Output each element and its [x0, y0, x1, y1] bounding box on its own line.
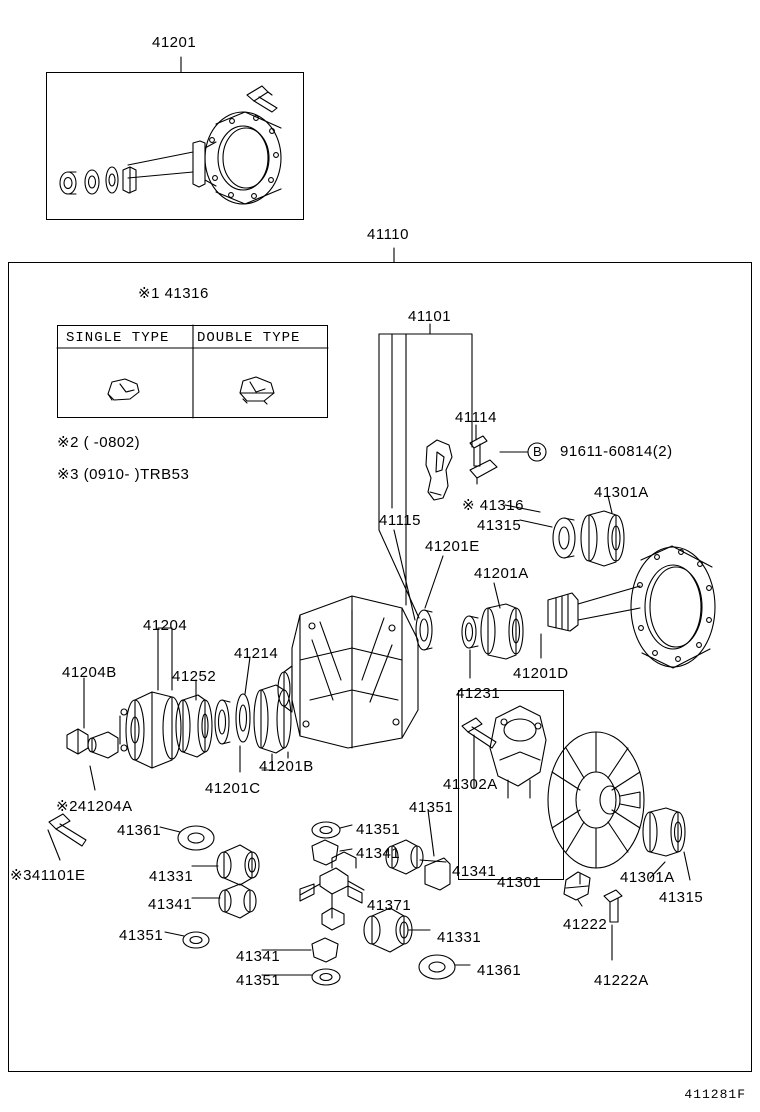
- part-label-41101: 41101: [408, 308, 452, 325]
- part-label-41201A: 41201A: [474, 565, 529, 582]
- part-label-41204: 41204: [143, 617, 188, 634]
- part-label-41371: 41371: [367, 897, 412, 914]
- bolt-callout-text: 91611-60814(2): [560, 443, 673, 460]
- footer-diagram-code: 411281F: [684, 1087, 746, 1102]
- part-label-41316: ※ 41316: [462, 497, 524, 514]
- note-2: ※3 (0910- )TRB53: [57, 466, 190, 483]
- part-label-41201E: 41201E: [425, 538, 480, 555]
- type-table-col2-header: DOUBLE TYPE: [197, 330, 301, 346]
- type-table-col1-header: SINGLE TYPE: [66, 330, 170, 346]
- part-label-41222: 41222: [563, 916, 608, 933]
- part-label-41201D: 41201D: [513, 665, 569, 682]
- part-label-41301A: 41301A: [594, 484, 649, 501]
- part-label-41114: 41114: [455, 409, 497, 426]
- part-label-41341: 41341: [236, 948, 281, 965]
- bolt-callout-badge: B: [533, 444, 543, 459]
- part-label-41204B: 41204B: [62, 664, 117, 681]
- part-label-41341: 41341: [452, 863, 497, 880]
- part-label-41351: 41351: [119, 927, 164, 944]
- top-assembly-frame: [46, 72, 304, 220]
- part-label-41301A: 41301A: [620, 869, 675, 886]
- part-label-41115: 41115: [379, 512, 421, 529]
- type-table-note: ※1 41316: [138, 285, 209, 302]
- part-label-41351: 41351: [409, 799, 454, 816]
- part-label-41315: 41315: [477, 517, 522, 534]
- part-label-41252: 41252: [172, 668, 217, 685]
- part-label-41222A: 41222A: [594, 972, 649, 989]
- part-label-41301: 41301: [497, 874, 542, 891]
- part-label-41331: 41331: [437, 929, 482, 946]
- part-label-41361: 41361: [477, 962, 522, 979]
- label-main-assembly: 41110: [367, 226, 409, 243]
- part-label-41214: 41214: [234, 645, 279, 662]
- part-label-41315: 41315: [659, 889, 704, 906]
- part-label-241204A: ※241204A: [56, 798, 133, 815]
- part-label-41341: 41341: [356, 845, 401, 862]
- part-label-41302A: 41302A: [443, 776, 498, 793]
- part-label-341101E: ※341101E: [10, 867, 86, 884]
- part-label-41341: 41341: [148, 896, 193, 913]
- part-label-41201C: 41201C: [205, 780, 261, 797]
- part-label-41361: 41361: [117, 822, 162, 839]
- part-label-41331: 41331: [149, 868, 194, 885]
- label-top-assembly: 41201: [152, 34, 197, 51]
- note-1: ※2 ( -0802): [57, 434, 141, 451]
- part-label-41351: 41351: [236, 972, 281, 989]
- part-label-41201B: 41201B: [259, 758, 314, 775]
- part-label-41231: 41231: [456, 685, 501, 702]
- part-label-41351: 41351: [356, 821, 401, 838]
